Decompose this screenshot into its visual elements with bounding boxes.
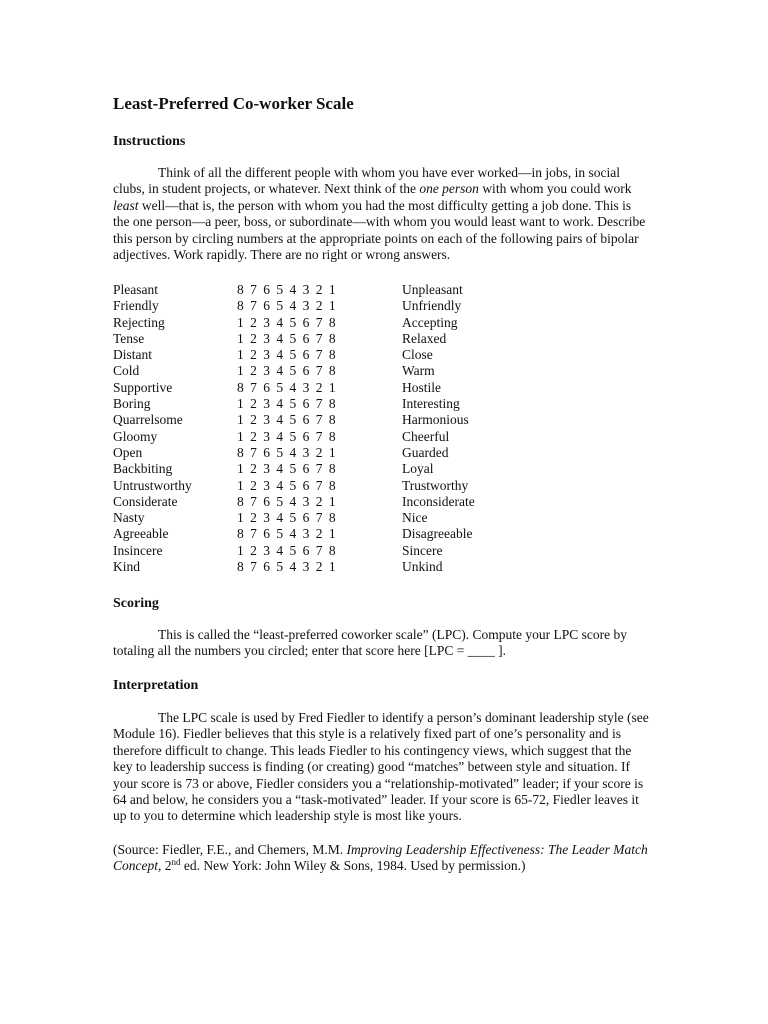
scale-left-adjective: Pleasant — [113, 282, 158, 297]
scale-right-adjective: Nice — [402, 510, 428, 526]
scale-row — [113, 510, 653, 526]
scale-right-adjective: Sincere — [402, 542, 443, 558]
scale-numbers[interactable]: 1 2 3 4 5 6 7 8 — [237, 330, 336, 346]
scale-right-adjective: Loyal — [402, 461, 434, 477]
scale-right-adjective: Unpleasant — [402, 282, 463, 297]
scale-numbers[interactable]: 8 7 6 5 4 3 2 1 — [237, 282, 336, 297]
scale-right-adjective: Warm — [402, 363, 435, 379]
scale-row — [113, 526, 653, 542]
source-prefix: (Source: Fiedler, F.E., and Chemers, M.M. — [113, 842, 347, 857]
scale-row — [113, 298, 653, 314]
instructions-text-1: Think of all the different people with whom you have ever worked—in jobs, in social clubs, in student projects, or whatever. Next think of the — [113, 165, 621, 197]
source-book-title: Improving Leadership Effectiveness: The Leader Match Concept, — [113, 842, 648, 874]
scale-numbers[interactable]: 1 2 3 4 5 6 7 8 — [237, 542, 336, 558]
scale-row — [113, 315, 653, 331]
scale-left-adjective: Insincere — [113, 542, 163, 558]
scale-right-adjective: Disagreeable — [402, 526, 473, 542]
scale-left-adjective: Untrustworthy — [113, 477, 192, 493]
scale-row — [113, 412, 653, 428]
scoring-heading: Scoring — [113, 596, 159, 611]
scale-left-adjective: Quarrelsome — [113, 412, 183, 428]
source-suffix: ed. New York: John Wiley & Sons, 1984. Used by permission.) — [180, 858, 526, 874]
scale-right-adjective: Unfriendly — [402, 298, 462, 314]
scale-right-adjective: Hostile — [402, 379, 441, 395]
scale-row — [113, 380, 653, 396]
scale-row — [113, 363, 653, 379]
scale-left-adjective: Rejecting — [113, 314, 165, 330]
scale-right-adjective: Guarded — [402, 444, 449, 460]
scale-row — [113, 282, 653, 298]
scale-numbers[interactable]: 1 2 3 4 5 6 7 8 — [237, 347, 336, 363]
scale-numbers[interactable]: 1 2 3 4 5 6 7 8 — [237, 428, 336, 444]
scale-row — [113, 559, 653, 575]
scale-left-adjective: Cold — [113, 363, 140, 379]
scale-numbers[interactable]: 8 7 6 5 4 3 2 1 — [237, 298, 336, 314]
scale-right-adjective: Trustworthy — [402, 477, 469, 493]
scale-numbers[interactable]: 8 7 6 5 4 3 2 1 — [237, 559, 336, 575]
scale-row — [113, 331, 653, 347]
scale-left-adjective: Kind — [113, 559, 140, 575]
scale-numbers[interactable]: 1 2 3 4 5 6 7 8 — [237, 396, 336, 412]
scale-right-adjective: Cheerful — [402, 428, 450, 444]
scale-numbers[interactable]: 1 2 3 4 5 6 7 8 — [237, 363, 336, 379]
scale-numbers[interactable]: 1 2 3 4 5 6 7 8 — [237, 461, 336, 477]
scale-row — [113, 543, 653, 559]
scale-left-adjective: Friendly — [113, 298, 159, 314]
scale-left-adjective: Nasty — [113, 510, 145, 526]
scale-left-adjective: Supportive — [113, 379, 173, 395]
scale-left-adjective: Boring — [113, 396, 151, 412]
instructions-paragraph — [113, 165, 648, 263]
scoring-paragraph: This is called the “least-preferred coworker scale” (LPC). Compute your LPC score by totaling all the numbers you circled; enter that score here [LPC = ____ ]. — [113, 627, 627, 659]
scale-row — [113, 461, 653, 477]
instructions-heading: Instructions — [113, 134, 186, 149]
scale-left-adjective: Backbiting — [113, 461, 173, 477]
instructions-text-3: well—that is, the person with whom you had the most difficulty getting a job done. This is the one person—a peer, boss, or subordinate—with whom you would least want to work. Describe this person by circling numbers at the appropriate points on each of the following pairs of bipolar adjectives. Work rapidly. There are no right or wrong answers. — [113, 197, 646, 263]
scale-numbers[interactable]: 1 2 3 4 5 6 7 8 — [237, 510, 336, 526]
scale-numbers[interactable]: 1 2 3 4 5 6 7 8 — [237, 314, 336, 330]
bipolar-adjective-scale — [113, 282, 653, 575]
instructions-emphasis-least: least — [113, 197, 139, 213]
scale-right-adjective: Unkind — [402, 559, 443, 575]
interpretation-paragraph: The LPC scale is used by Fred Fiedler to identify a person’s dominant leadership style (see Module 16). Fiedler believes that this style is a relatively fixed part of one’s personality and is therefore difficult to change. This leads Fiedler to his contingency views, which suggest that the key to leadership success is finding (or creating) good “matches” between style and situation. If your score is 73 or above, Fiedler considers you a “relationship-motivated” leader; if your score is 64 and below, he considers you a “task-motivated” leader. If your score is 65-72, Fiedler leaves it up to you to determine which leadership style is most like yours. — [113, 710, 649, 824]
scale-row — [113, 396, 653, 412]
scale-row — [113, 347, 653, 363]
instructions-emphasis-one-person: one person — [419, 181, 479, 197]
scale-numbers[interactable]: 1 2 3 4 5 6 7 8 — [237, 477, 336, 493]
scale-row — [113, 429, 653, 445]
scale-right-adjective: Relaxed — [402, 330, 447, 346]
scale-left-adjective: Distant — [113, 347, 152, 363]
scale-row — [113, 494, 653, 510]
scale-row — [113, 478, 653, 494]
scale-left-adjective: Considerate — [113, 493, 178, 509]
scale-numbers[interactable]: 1 2 3 4 5 6 7 8 — [237, 412, 336, 428]
scale-right-adjective: Close — [402, 347, 433, 363]
source-citation — [113, 842, 650, 875]
scale-left-adjective: Gloomy — [113, 428, 158, 444]
source-edition: 2 — [161, 858, 172, 874]
scale-right-adjective: Accepting — [402, 314, 458, 330]
scale-left-adjective: Open — [113, 444, 143, 460]
document-page — [113, 92, 653, 874]
scale-numbers[interactable]: 8 7 6 5 4 3 2 1 — [237, 526, 336, 542]
scale-right-adjective: Harmonious — [402, 412, 469, 428]
scale-left-adjective: Agreeable — [113, 526, 169, 542]
instructions-text-2: with whom you could work — [478, 181, 632, 197]
document-title: Least-Preferred Co-worker Scale — [113, 94, 354, 113]
scale-numbers[interactable]: 8 7 6 5 4 3 2 1 — [237, 444, 336, 460]
scale-numbers[interactable]: 8 7 6 5 4 3 2 1 — [237, 379, 336, 395]
scale-row — [113, 445, 653, 461]
source-edition-superscript: nd — [171, 857, 181, 868]
scale-right-adjective: Interesting — [402, 396, 460, 412]
scale-right-adjective: Inconsiderate — [402, 493, 475, 509]
scale-numbers[interactable]: 8 7 6 5 4 3 2 1 — [237, 493, 336, 509]
interpretation-heading: Interpretation — [113, 678, 199, 693]
scale-left-adjective: Tense — [113, 330, 145, 346]
